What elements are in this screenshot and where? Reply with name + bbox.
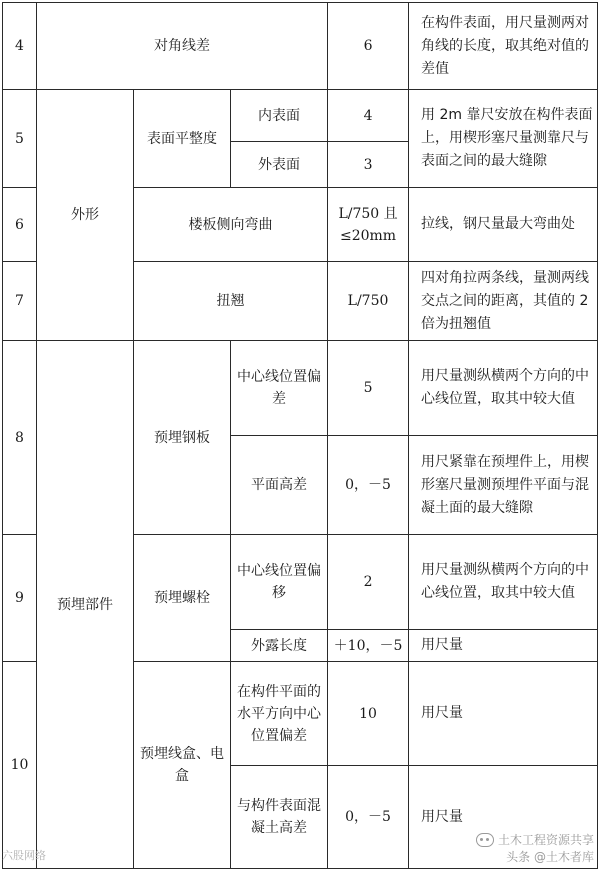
sub-item-detail: 外露长度 [231, 630, 328, 662]
tolerance-value: 10 [328, 662, 409, 766]
sub-item-name: 预埋螺栓 [134, 535, 231, 662]
tolerance-value: 2 [328, 535, 409, 630]
watermark-left: 六股网络 [2, 849, 46, 862]
group-label-embedded: 预埋部件 [37, 341, 134, 869]
wechat-icon [476, 833, 494, 847]
inspection-method: 拉线，钢尺量最大弯曲处 [409, 188, 598, 262]
tolerance-value: ＋10，－5 [328, 630, 409, 662]
sub-item-detail: 在构件平面的水平方向中心位置偏差 [231, 662, 328, 766]
inspection-method: 用尺量测纵横两个方向的中心线位置，取其中较大值 [409, 535, 598, 630]
sub-item-detail: 中心线位置偏移 [231, 535, 328, 630]
sub-item-detail: 平面高差 [231, 436, 328, 535]
inspection-method: 用尺量 [409, 630, 598, 662]
table-row [3, 90, 598, 142]
inspection-method: 用 2m 靠尺安放在构件表面上，用楔形塞尺量测靠尺与表面之间的最大缝隙 [409, 90, 598, 188]
table-row [3, 341, 598, 436]
tolerance-value: 0，－5 [328, 436, 409, 535]
table-row [3, 3, 598, 90]
inspection-method: 用尺量 [409, 766, 598, 869]
sub-item-detail: 外表面 [231, 142, 328, 188]
inspection-method: 用尺量 [409, 662, 598, 766]
row-number: 4 [3, 3, 37, 90]
inspection-method: 用尺量测纵横两个方向的中心线位置，取其中较大值 [409, 341, 598, 436]
inspection-method: 四对角拉两条线，量测两线交点之间的距离，其值的 2 倍为扭翘值 [409, 262, 598, 341]
tolerance-value: 3 [328, 142, 409, 188]
sub-item-detail: 与构件表面混凝土高差 [231, 766, 328, 869]
row-number: 6 [3, 188, 37, 262]
row-number: 8 [3, 341, 37, 535]
watermark-line-1 [476, 831, 594, 848]
tolerance-value: 0，－5 [328, 766, 409, 869]
tolerance-value: 5 [328, 341, 409, 436]
watermark-text: 头条 @土木者库 [506, 850, 594, 864]
sub-item-name: 预埋线盒、电盒 [134, 662, 231, 869]
inspection-method: 在构件表面，用尺量测两对角线的长度，取其绝对值的差值 [409, 3, 598, 90]
sub-item-detail: 内表面 [231, 90, 328, 142]
sub-item-name: 楼板侧向弯曲 [134, 188, 328, 262]
tolerance-value: 4 [328, 90, 409, 142]
group-label-appearance: 外形 [37, 90, 134, 341]
tolerance-value: L/750 [328, 262, 409, 341]
watermark-right [476, 831, 594, 865]
row-number: 9 [3, 535, 37, 662]
inspection-method: 用尺紧靠在预埋件上，用楔形塞尺量测预埋件平面与混凝土面的最大缝隙 [409, 436, 598, 535]
watermark-text: 土木工程资源共享 [497, 833, 594, 847]
tolerance-value: L/750 且≤20mm [328, 188, 409, 262]
sub-item-name: 预埋钢板 [134, 341, 231, 535]
tolerance-value: 6 [328, 3, 409, 90]
row-number: 5 [3, 90, 37, 188]
specification-table [2, 2, 598, 869]
row-number: 10 [3, 662, 37, 869]
sub-item-name: 表面平整度 [134, 90, 231, 188]
row-number: 7 [3, 262, 37, 341]
item-name: 对角线差 [37, 3, 328, 90]
sub-item-detail: 中心线位置偏差 [231, 341, 328, 436]
sub-item-name: 扭翘 [134, 262, 328, 341]
